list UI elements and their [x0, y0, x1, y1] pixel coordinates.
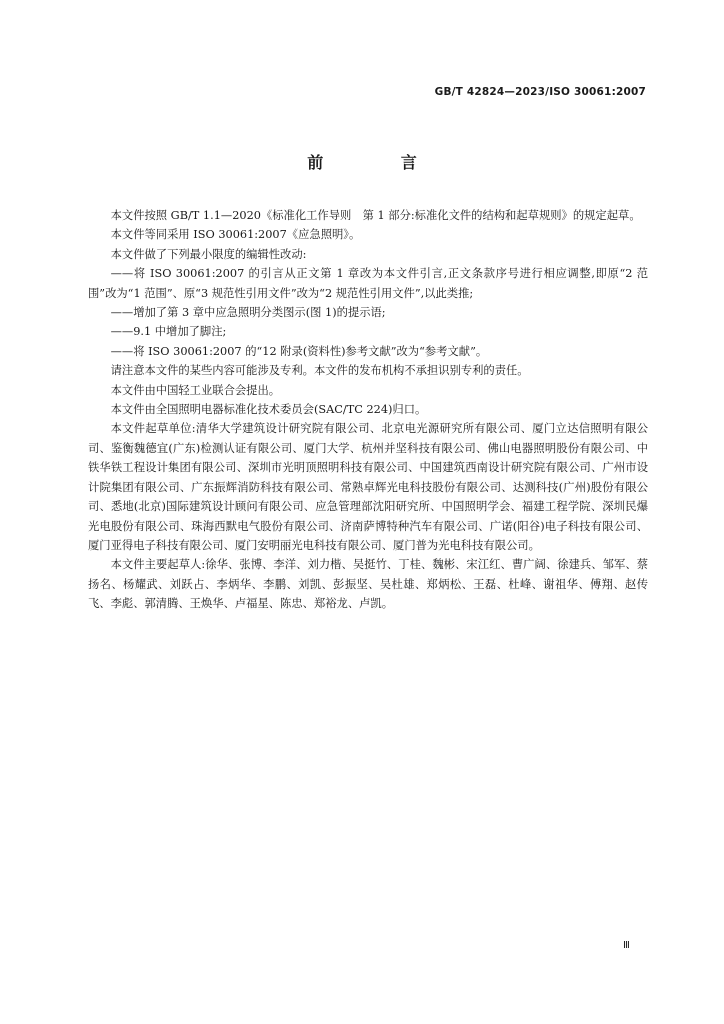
list-item-change-3: ——9.1 中增加了脚注; [110, 325, 227, 339]
paragraph-main-drafters: 本文件主要起草人:徐华、张博、李洋、刘力楷、吴挺竹、丁桂、魏彬、宋江红、曹广阔、徐建兵、邹军、蔡扬名、杨耀武、刘跃占、李炳华、李鹏、刘凯、彭振坚、吴杜雄、郑炳松、王磊、杜峰、谢祖华、傅翔、赵传飞、李彪、郭清腾、王焕华、卢福星、陈忠、郑裕龙、卢凯。 [88, 558, 648, 611]
paragraph-drafting-organizations: 本文件起草单位:清华大学建筑设计研究院有限公司、北京电光源研究所有限公司、厦门立达信照明有限公司、鉴衡魏德宜(广东)检测认证有限公司、厦门大学、杭州并坚科技有限公司、佛山电器照明股份有限公司、中铁华铁工程设计集团有限公司、深圳市光明顶照明科技有限公司、中国建筑西南设计研究院有限公司、广州市设计院集团有限公司、广东振辉消防科技有限公司、常熟卓辉光电科技股份有限公司、达测科技(广州)股份有限公司、悉地(北京)国际建筑设计顾问有限公司、应急管理部沈阳研究所、中国照明学会、福建工程学院、深圳民爆光电股份有限公司、珠海西默电气股份有限公司、济南萨博特种汽车有限公司、广诺(阳谷)电子科技有限公司、厦门亚得电子科技有限公司、厦门安明丽光电科技有限公司、厦门普为光电科技有限公司。 [88, 422, 648, 552]
list-item-change-2: ——增加了第 3 章中应急照明分类图示(图 1)的提示语; [110, 306, 386, 320]
paragraph-adoption: 本文件等同采用 ISO 30061:2007《应急照明》。 [110, 228, 361, 242]
list-item-change-4: ——将 ISO 30061:2007 的“12 附录(资料性)参考文献”改为“参考文献”。 [110, 344, 488, 358]
page-number: Ⅲ [623, 940, 630, 951]
paragraph-patent-notice: 请注意本文件的某些内容可能涉及专利。本文件的发布机构不承担识别专利的责任。 [110, 364, 529, 378]
paragraph-editorial-changes: 本文件做了下列最小限度的编辑性改动: [110, 247, 307, 261]
paragraph-technical-committee: 本文件由全国照明电器标准化技术委员会(SAC/TC 224)归口。 [110, 403, 427, 417]
paragraph-drafting-rules: 本文件按照 GB/T 1.1—2020《标准化工作导则 第 1 部分:标准化文件的结构和起草规则》的规定起草。 [110, 209, 641, 222]
list-item-change-1: ——将 ISO 30061:2007 的引言从正文第 1 章改为本文件引言,正文条款序号进行相应调整,即原“2 范围”改为“1 范围”、原“3 规范性引用文件”改为“2 规范性引用文件”,以此类推; [88, 267, 648, 300]
page-title: 前 言 [307, 153, 453, 172]
foreword-body [88, 206, 648, 614]
paragraph-proposed-by: 本文件由中国轻工业联合会提出。 [110, 383, 281, 397]
standard-number-header: GB/T 42824—2023/ISO 30061:2007 [434, 86, 646, 98]
